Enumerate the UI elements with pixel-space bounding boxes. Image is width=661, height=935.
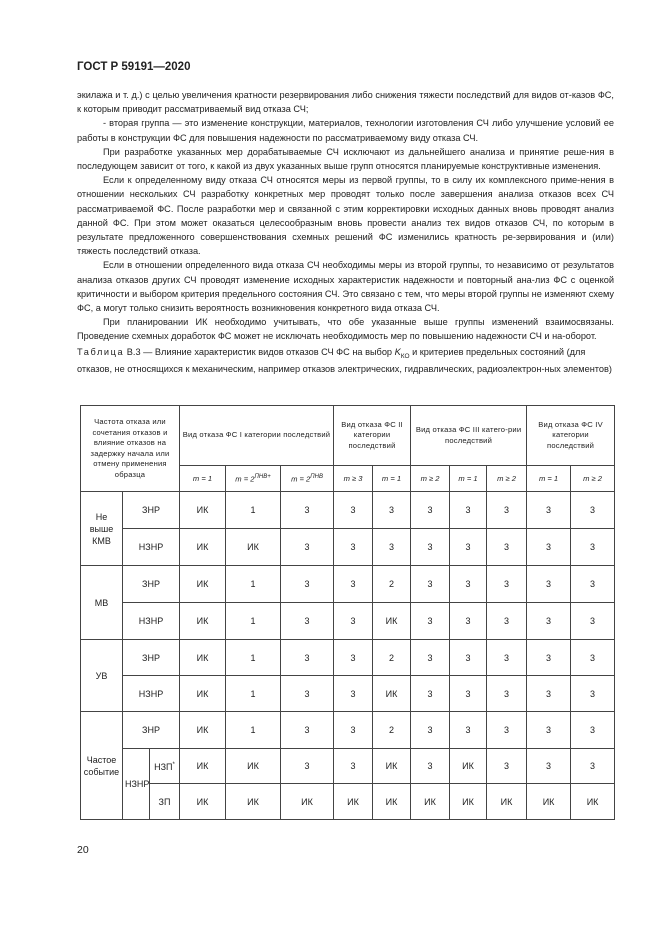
value-cell: ИК [450,784,487,820]
value-cell: 3 [487,566,527,603]
value-cell: 3 [571,566,615,603]
m-header-text: m = 2 [235,474,255,484]
caption-text-b: и критериев предельных состояний (для отказов, не относящихся к механическим, например отказов электрических, гидравлических, радиоэлектрон-ных элементов) [77,347,612,375]
paragraph: - вторая группа — это изменение конструкции, материалов, технологии изготовления СЧ либо улучшение условий ее работы в конструкции ФС для повышения надежности по рассматриваемому виду отказа СЧ. [77,118,614,143]
value-cell: ИК [373,676,411,712]
value-cell: 3 [450,603,487,640]
value-cell: ИК [373,784,411,820]
effect-cell: НЗНР [123,603,180,640]
value-cell: ИК [226,784,281,820]
paragraph: При планировании ИК необходимо учитывать, что обе указанные выше группы изменений взаимосвязаны. Проведение схемных доработок ФС может не исключать необходимость мер по повышению надежности СЧ и на-оборот. [77,317,614,342]
table-b3 [80,405,615,820]
effect-cell: НЗНР [123,676,180,712]
table-row [81,603,615,640]
value-cell: 3 [281,749,334,784]
value-cell: 3 [487,749,527,784]
group-header: Вид отказа ФС II категории последствий [334,406,411,466]
m-header [527,466,571,492]
page-number: 20 [77,844,89,856]
m-header-text: m ≥ 2 [497,474,516,483]
value-cell: 3 [411,640,450,676]
effect-cell: ЗНР [123,492,180,529]
effect-cell: ЗНР [123,712,180,749]
value-cell: 3 [281,566,334,603]
m-header-text: m = 1 [381,474,402,483]
value-cell: 1 [226,492,281,529]
m-header [411,466,450,492]
value-cell: 3 [411,712,450,749]
table-row [81,676,615,712]
value-cell: ИК [527,784,571,820]
value-cell: 1 [226,603,281,640]
table-row [81,566,615,603]
value-cell: 3 [571,749,615,784]
value-cell: 3 [450,529,487,566]
value-cell: ИК [180,566,226,603]
m-header [487,466,527,492]
value-cell: 3 [281,640,334,676]
value-cell: 3 [527,603,571,640]
value-cell: 3 [450,676,487,712]
group-header: Вид отказа ФС IV категории последствий [527,406,615,466]
value-cell: 3 [450,640,487,676]
value-cell: 3 [487,640,527,676]
paragraph: Если в отношении определенного вида отказа СЧ необходимы меры из второй группы, то независимо от результатов анализа отказов других СЧ проводят изменение исходных характеристик надежности и повторный ана-лиз ФС с оценкой критичности и выбором критерия предельного состояния СЧ. Это связано с тем, что меры второй группы не изменяют схему ФС, а могут только снизить вероятность возникновения конкретного вида отказа СЧ. [77,260,614,314]
m-header-text: m ≥ 3 [343,474,363,483]
value-cell: ИК [571,784,615,820]
value-cell: 3 [411,529,450,566]
body-text [77,88,614,344]
value-cell: ИК [373,749,411,784]
value-cell: 3 [527,749,571,784]
value-cell: 3 [450,712,487,749]
value-cell: 3 [411,566,450,603]
value-cell: 1 [226,566,281,603]
value-cell: ИК [180,640,226,676]
value-cell: 3 [527,529,571,566]
value-cell: 1 [226,640,281,676]
value-cell: 3 [487,492,527,529]
m-header-text: m ≥ 2 [583,474,603,483]
value-cell: 3 [571,640,615,676]
corner-header: Частота отказа или сочетания отказов и влияние отказов на задержку начала или отмену применения образца [81,406,180,492]
frequency-cell: УВ [81,640,123,712]
subeffect-cell: ЗП [150,784,180,820]
value-cell: 3 [411,603,450,640]
value-cell: 3 [334,712,373,749]
value-cell: 3 [281,529,334,566]
m-header [373,466,411,492]
value-cell: 1 [226,712,281,749]
value-cell: 3 [411,749,450,784]
value-cell: 2 [373,712,411,749]
m-header [334,466,373,492]
effect-cell: ЗНР [123,640,180,676]
table-row [81,492,615,529]
group-header: Вид отказа ФС I категории последствий [180,406,334,466]
value-cell: ИК [226,749,281,784]
m-header-text: m = 1 [192,474,213,483]
caption-label: Таблица [77,347,125,357]
value-cell: ИК [180,712,226,749]
value-cell: 3 [334,529,373,566]
value-cell: 3 [527,566,571,603]
value-cell: ИК [226,529,281,566]
m-header-text: m = 2 [291,474,311,484]
value-cell: 3 [281,492,334,529]
value-cell: 2 [373,566,411,603]
value-cell: ИК [411,784,450,820]
value-cell: 1 [226,676,281,712]
group-header: Вид отказа ФС III катего-рии последствий [411,406,527,466]
value-cell: 3 [334,640,373,676]
m-header [226,466,281,492]
m-header-text: m = 1 [538,474,559,483]
frequency-cell: Не выше КМВ [81,492,123,566]
value-cell: 3 [571,492,615,529]
value-cell: 3 [373,529,411,566]
value-cell: 3 [334,603,373,640]
value-cell: ИК [180,784,226,820]
paragraph: экилажа и т. д.) с целью увеличения кратности резервирования либо снижения тяжести последствий для видов от-казов ФС, к которым приводит рассматриваемый вид отказа СЧ; [77,90,614,115]
paragraph: Если к определенному виду отказа СЧ относятся меры из первой группы, то в силу их комплексного приме-нения в отношении нескольких СЧ разработку конкретных мер проводят только после завершения анализа отказов всех СЧ рассматриваемой ФС. После разработки мер и связанной с этим корректировки исходных данных вновь проводят анализ данной ФС. При этом может оказаться целесообразным вновь провести анализ тех видов отказов СЧ, по которым в результате предложенного совершенствования схемных решений ФС изменились кратность ре-зервирования и (или) тяжесть последствий отказа. [77,175,614,257]
document-header: ГОСТ Р 59191—2020 [77,61,191,73]
m-header-text: m = 1 [458,474,478,483]
subeffect-text: НЗП [154,762,173,772]
value-cell: ИК [180,676,226,712]
value-cell: 3 [571,529,615,566]
value-cell: 3 [487,603,527,640]
value-cell: 3 [411,492,450,529]
value-cell: 3 [373,492,411,529]
effect-cell: НЗНР [123,749,150,820]
m-header-sup: ПНВ [310,473,323,480]
value-cell: 3 [527,640,571,676]
caption-k-sub: КО [400,352,410,360]
effect-cell: НЗНР [123,529,180,566]
frequency-cell: Частое событие [81,712,123,820]
value-cell: ИК [180,492,226,529]
table-caption [77,346,614,376]
value-cell: ИК [180,603,226,640]
value-cell: 3 [334,566,373,603]
value-cell: 3 [450,492,487,529]
value-cell: 3 [450,566,487,603]
m-header [281,466,334,492]
m-header [450,466,487,492]
table-row [81,529,615,566]
value-cell: ИК [487,784,527,820]
m-header-sup: ПНВ+ [254,473,271,480]
value-cell: 3 [487,712,527,749]
value-cell: 3 [411,676,450,712]
value-cell: ИК [373,603,411,640]
value-cell: 3 [527,492,571,529]
frequency-cell: МВ [81,566,123,640]
value-cell: 3 [281,712,334,749]
value-cell: 3 [334,676,373,712]
value-cell: ИК [450,749,487,784]
caption-k: K [394,347,401,357]
value-cell: ИК [180,749,226,784]
subeffect-cell [150,749,180,784]
table-row [81,784,615,820]
value-cell: ИК [281,784,334,820]
caption-text-a: В.3 — Влияние характеристик видов отказов СЧ ФС на выбор [126,347,395,357]
value-cell: 3 [334,749,373,784]
value-cell: 3 [487,529,527,566]
value-cell: 3 [487,676,527,712]
value-cell: 3 [281,676,334,712]
value-cell: 3 [281,603,334,640]
paragraph: При разработке указанных мер дорабатываемые СЧ исключают из дальнейшего анализа и принятие реше-ния в последующем зависит от того, к какой из двух указанных выше групп относятся планируемые конструктивные изменения. [77,146,614,172]
effect-cell: ЗНР [123,566,180,603]
m-header-text: m ≥ 2 [420,474,440,483]
value-cell: 2 [373,640,411,676]
value-cell: 3 [527,712,571,749]
table-row [81,712,615,749]
value-cell: 3 [571,712,615,749]
value-cell: 3 [571,603,615,640]
value-cell: ИК [334,784,373,820]
m-header [571,466,615,492]
m-header [180,466,226,492]
table-row [81,749,615,784]
subeffect-sup: * [172,762,175,768]
table-row [81,640,615,676]
value-cell: 3 [571,676,615,712]
value-cell: 3 [334,492,373,529]
value-cell: 3 [527,676,571,712]
value-cell: ИК [180,529,226,566]
